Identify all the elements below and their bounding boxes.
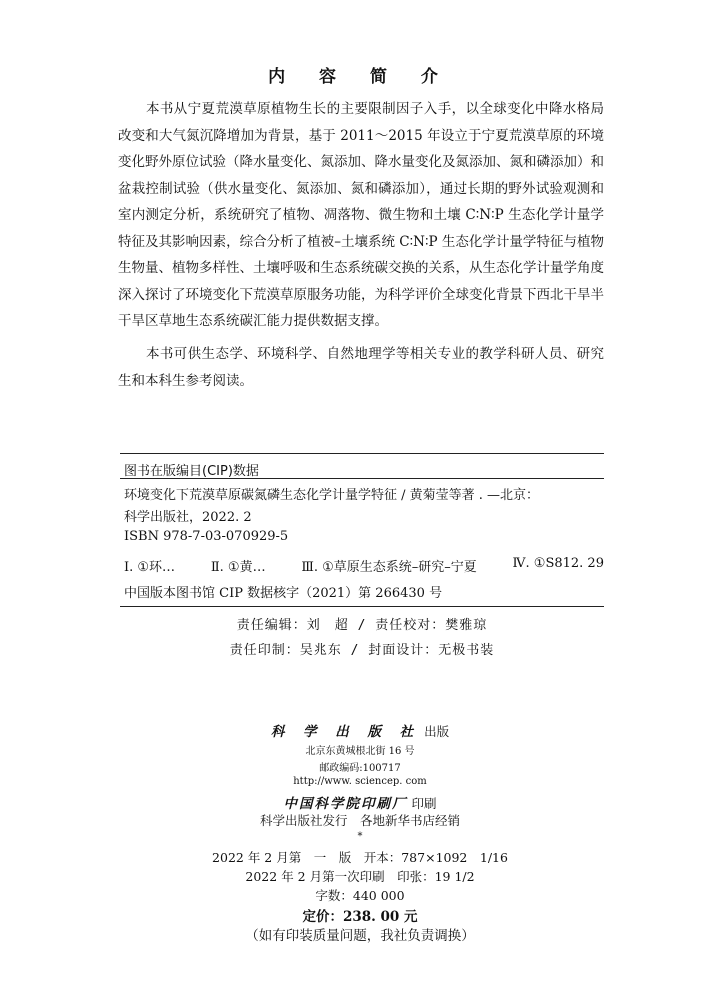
- distribution-line: 科学出版社发行 各地新华书店经销: [259, 813, 460, 828]
- publisher-line: [0, 720, 720, 740]
- page-title: 内 容 简 介: [268, 67, 452, 87]
- cip-item-3: Ⅲ. ①草原生态系统–研究–宁夏: [301, 560, 477, 575]
- credits-production: 责任印制：吴兆东 / 封面设计：无极书装: [229, 643, 495, 658]
- cip-item-2: Ⅱ. ①黄…: [210, 560, 266, 575]
- intro-paragraph-2: 本书可供生态学、环境科学、自然地理学等相关专业的教学科研人员、研究生和本科生参考阅读。: [118, 346, 604, 389]
- publisher-url: http://www. sciencep. com: [293, 776, 427, 787]
- printer-name: 中国科学院印刷厂: [283, 796, 408, 812]
- cip-check-number: 中国版本图书馆 CIP 数据核字（2021）第 266430 号: [124, 586, 443, 601]
- printer-suffix: 印刷: [411, 796, 437, 811]
- cip-bottom-rule: [120, 606, 604, 607]
- credits-editors: 责任编辑：刘 超 / 责任校对：樊雅琼: [236, 618, 488, 633]
- publisher-postcode: 邮政编码:100717: [319, 763, 401, 774]
- separator-star: *: [357, 831, 363, 842]
- cip-heading-rule: [120, 478, 604, 479]
- printer-line: [0, 792, 720, 812]
- cip-top-rule: [120, 453, 604, 454]
- publisher-suffix: 出版: [424, 724, 450, 739]
- cip-classification: [124, 556, 604, 575]
- publisher-name: 科 学 出 版 社: [270, 724, 421, 740]
- cip-isbn: ISBN 978-7-03-070929-5: [124, 529, 289, 544]
- publisher-address: 北京东黄城根北街 16 号: [305, 746, 415, 757]
- word-count: 字数：440 000: [315, 888, 405, 903]
- printing-line: 2022 年 2 月第一次印刷 印张：19 1/2: [245, 869, 475, 884]
- quality-notice: （如有印装质量问题，我社负责调换）: [245, 928, 475, 944]
- cip-item-1: Ⅰ. ①环…: [124, 560, 176, 575]
- cip-publisher-line: 科学出版社，2022. 2: [124, 510, 252, 525]
- cip-title-line: 环境变化下荒漠草原碳氮磷生态化学计量学特征 / 黄菊莹等著 . —北京：: [124, 488, 540, 503]
- cip-heading: 图书在版编目(CIP)数据: [124, 464, 259, 479]
- intro-paragraph-1: 本书从宁夏荒漠草原植物生长的主要限制因子入手，以全球变化中降水格局改变和大气氮沉降增加为背景，基于 2011～2015 年设立于宁夏荒漠草原的环境变化野外原位试验（降水量变化、氮添加、降水量变化及氮添加、氮和磷添加）和盆栽控制试验（供水量变化、氮添加、氮和磷添加），通过长期的野外试验观测和室内测定分析，系统研究了植物、凋落物、微生物和土壤 C∶N∶P 生态化学计量学特征及其影响因素，综合分析了植被–土壤系统 C∶N∶P 生态化学计量学特征与植物生物量、植物多样性、土壤呼吸和生态系统碳交换的关系，从生态化学计量学角度深入探讨了环境变化下荒漠草原服务功能，为科学评价全球变化背景下西北干旱半干旱区草地生态系统碳汇能力提供数据支撑。: [118, 101, 604, 329]
- cip-item-4: Ⅳ. ①S812. 29: [512, 556, 604, 571]
- edition-line: 2022 年 2 月第 一 版 开本：787×1092 1/16: [212, 850, 508, 865]
- price: 定价：238. 00 元: [302, 909, 418, 925]
